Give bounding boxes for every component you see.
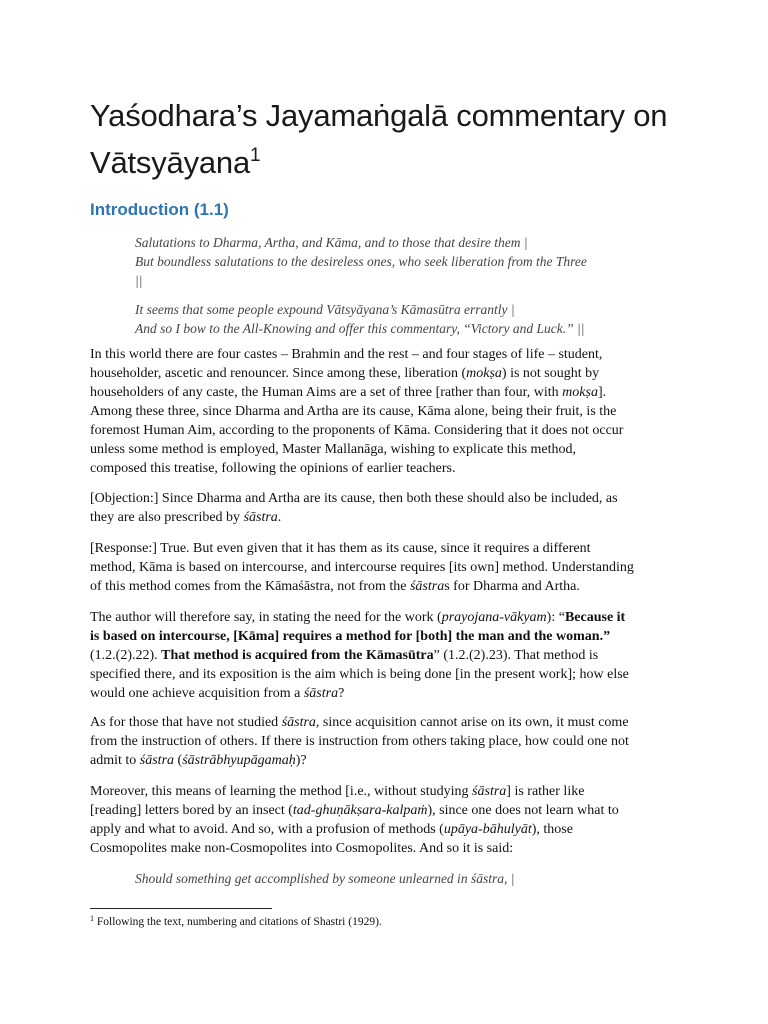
paragraph-line: The author will therefore say, in stating the need for the work (prayojana-vākyam): “Because it [90, 610, 626, 625]
paragraph-line: unless some method is employed, Master Mallanāga, wishing to explicate this method, [90, 442, 577, 457]
title-footnote-mark[interactable]: 1 [250, 145, 261, 166]
paragraph-line: composed this treatise, following the opinions of earlier teachers. [90, 461, 456, 476]
paragraph-line: Among these three, since Dharma and Artha are its cause, Kāma alone, being their fruit, is the [90, 404, 617, 419]
verse-line: But boundless salutations to the desireless ones, who seek liberation from the Three [135, 254, 587, 269]
paragraph-line: In this world there are four castes – Brahmin and the rest – and four stages of life – student, [90, 347, 603, 362]
paragraph-line: apply and what to avoid. And so, with a profusion of methods (upāya-bāhulyāt), those [90, 822, 573, 837]
paragraph-line: foremost Human Aim, according to the proponents of Kāma. Considering that it does not occur [90, 423, 624, 438]
footnote-mark: 1 [90, 914, 94, 923]
paragraph-line: they are also prescribed by śāstra. [90, 510, 282, 525]
paragraph-line: method, Kāma is based on intercourse, and intercourse requires [its own] method. Understanding [90, 560, 634, 575]
verse-line: And so I bow to the All-Knowing and offer this commentary, “Victory and Luck.” || [135, 321, 585, 336]
section-heading: Introduction (1.1) [90, 200, 229, 219]
footnote-text: Following the text, numbering and citations of Shastri (1929). [94, 916, 382, 928]
paragraph-line: from the instruction of others. If there is instruction from others taking place, how could one not [90, 734, 629, 749]
paragraph-line: Moreover, this means of learning the method [i.e., without studying śāstra] is rather like [90, 784, 585, 799]
verse-block-1 [135, 233, 655, 290]
paragraph-line: [Objection:] Since Dharma and Artha are its cause, then both these should also be included, as [90, 491, 618, 506]
paragraph-line: [reading] letters bored by an insect (tad-ghuṇākṣara-kalpaṁ), since one does not learn what to [90, 803, 619, 818]
verse-line: || [135, 273, 143, 288]
title-line-1: Yaśodhara’s Jayamaṅgalā commentary on [90, 98, 668, 133]
verse-block-2 [135, 300, 655, 338]
verse-block-3 [135, 869, 655, 888]
footnote [90, 914, 382, 930]
paragraph-line: [Response:] True. But even given that it has them as its cause, since it requires a different [90, 541, 591, 556]
footnote-separator [90, 908, 272, 909]
verse-line: Should something get accomplished by someone unlearned in śāstra, | [135, 871, 515, 886]
verse-line: Salutations to Dharma, Artha, and Kāma, and to those that desire them | [135, 235, 528, 250]
paragraph-line: (1.2.(2).22). That method is acquired from the Kāmasūtra” (1.2.(2).23). That method is [90, 648, 599, 663]
verse-line: It seems that some people expound Vātsyāyana’s Kāmasūtra errantly | [135, 302, 515, 317]
paragraph-line: admit to śāstra (śāstrābhyupāgamaḥ)? [90, 753, 307, 768]
paragraph-6 [90, 782, 678, 858]
paragraph-line: householders of any caste, the Human Aims are a set of three [rather than four, with mokṣa]. [90, 385, 607, 400]
paragraph-line: Cosmopolites make non-Cosmopolites into Cosmopolites. And so it is said: [90, 841, 514, 856]
paragraph-line: householder, ascetic and renouncer. Since among these, liberation (mokṣa) is not sought by [90, 366, 600, 381]
paragraph-line: specified there, and its exposition is the aim which is being done [in the present work]; how else [90, 667, 629, 682]
paragraph-4 [90, 608, 678, 703]
title-line-2: Vātsyāyana [90, 145, 250, 180]
paragraph-5 [90, 713, 678, 770]
paragraph-line: would one achieve acquisition from a śāstra? [90, 686, 345, 701]
document-title [90, 92, 710, 186]
paragraph-1 [90, 345, 678, 478]
paragraph-line: of this method comes from the Kāmaśāstra, not from the śāstras for Dharma and Artha. [90, 579, 580, 594]
paragraph-line: As for those that have not studied śāstra, since acquisition cannot arise on its own, it must come [90, 715, 629, 730]
paragraph-3 [90, 539, 678, 596]
paragraph-2 [90, 489, 678, 527]
paragraph-line: is based on intercourse, [Kāma] requires a method for [both] the man and the woman.” [90, 629, 611, 644]
